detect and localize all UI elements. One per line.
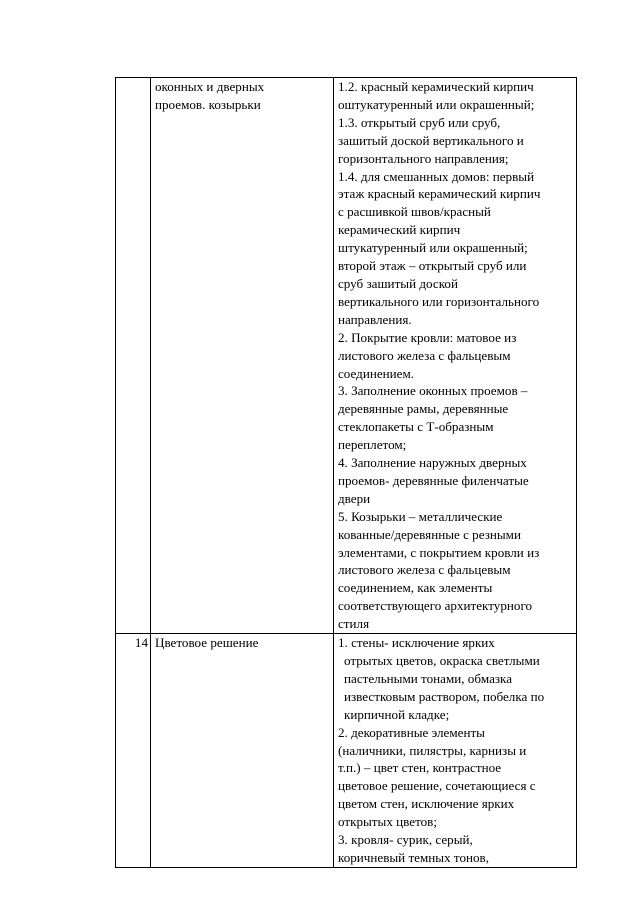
description-line: открытых цветов;: [338, 814, 437, 830]
description-line: штукатуренный или окрашенный;: [338, 240, 528, 256]
description-line: горизонтального направления;: [338, 150, 509, 166]
description-cell: [334, 634, 577, 868]
description-line: проемов- деревянные филенчатые: [338, 472, 529, 488]
row-number-cell: 14: [116, 634, 151, 868]
description-line: цветом стен, исключение ярких: [338, 796, 515, 812]
description-line: 3. кровля- сурик, серый,: [338, 832, 473, 848]
table-row: [116, 78, 577, 634]
requirements-table: [115, 77, 577, 868]
description-line: с расшивкой швов/красный: [338, 204, 491, 220]
description-line: элементами, с покрытием кровли из: [338, 544, 540, 560]
description-line: 2. декоративные элементы: [338, 724, 485, 740]
description-cell: [334, 78, 577, 634]
row-number-cell: [116, 78, 151, 634]
description-line: деревянные рамы, деревянные: [338, 401, 509, 417]
element-name-line: оконных и дверных: [155, 79, 265, 94]
description-line: кованные/деревянные с резными: [338, 526, 521, 542]
description-line: т.п.) – цвет стен, контрастное: [338, 760, 502, 776]
table-row: [116, 634, 577, 868]
description-line: стеклопакеты с Т-образным: [338, 419, 494, 435]
description-line: оштукатуренный или окрашенный;: [338, 96, 535, 112]
description-line: 1.2. красный керамический кирпич: [338, 79, 534, 94]
description-line: 2. Покрытие кровли: матовое из: [338, 329, 517, 345]
description-line: 4. Заполнение наружных дверных: [338, 455, 527, 471]
description-line: вертикального или горизонтального: [338, 293, 540, 309]
description-line: переплетом;: [338, 437, 407, 453]
description-line: 1. стены- исключение ярких: [338, 635, 495, 651]
description-line: 1.4. для смешанных домов: первый: [338, 168, 535, 184]
description-line: известковым раствором, побелка по: [344, 688, 545, 704]
description-line: стиля: [338, 616, 370, 632]
description-line: 5. Козырьки – металлические: [338, 508, 503, 524]
description-line: (наличники, пилястры, карнизы и: [338, 742, 527, 758]
element-name-cell: [151, 78, 334, 634]
description-line: соединением, как элементы: [338, 580, 493, 596]
element-name-line: проемов. козырьки: [155, 96, 261, 112]
element-name-cell: [151, 634, 334, 868]
description-line: соединением.: [338, 365, 415, 381]
description-line: кирпичной кладке;: [344, 706, 450, 722]
description-line: листового железа с фальцевым: [338, 562, 511, 578]
description-line: двери: [338, 490, 371, 506]
element-name-line: Цветовое решение: [155, 635, 259, 651]
description-line: 1.3. открытый сруб или сруб,: [338, 114, 501, 130]
description-line: керамический кирпич: [338, 222, 461, 238]
description-line: этаж красный керамический кирпич: [338, 186, 541, 202]
description-line: соответствующего архитектурного: [338, 598, 533, 614]
description-line: коричневый темных тонов,: [338, 849, 490, 865]
description-line: отрытых цветов, окраска светлыми: [344, 653, 540, 668]
description-line: зашитый доской вертикального и: [338, 132, 524, 148]
description-line: направления.: [338, 311, 412, 327]
description-line: второй этаж – открытый сруб или: [338, 258, 527, 274]
description-line: пастельными тонами, обмазка: [344, 670, 513, 686]
description-line: листового железа с фальцевым: [338, 347, 511, 363]
description-line: 3. Заполнение оконных проемов –: [338, 383, 528, 399]
description-line: сруб зашитый доской: [338, 275, 458, 291]
description-line: цветовое решение, сочетающиеся с: [338, 778, 536, 794]
